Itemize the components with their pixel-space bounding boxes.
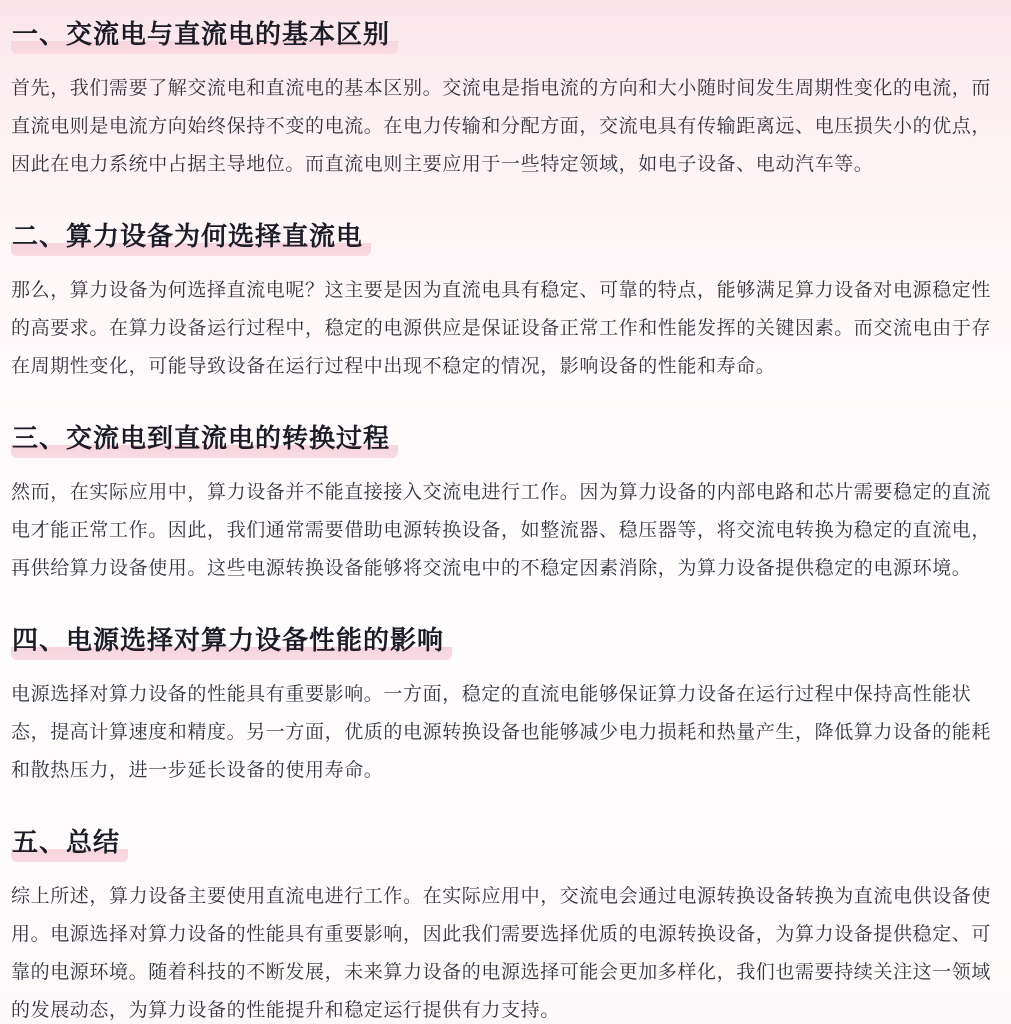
section-1-heading bbox=[11, 16, 1000, 54]
section-4-heading-text: 四、电源选择对算力设备性能的影响 bbox=[11, 622, 452, 660]
section-2 bbox=[11, 218, 1000, 386]
section-5-heading-text: 五、总结 bbox=[11, 824, 128, 862]
section-2-heading-text: 二、算力设备为何选择直流电 bbox=[11, 218, 371, 256]
section-3-heading-text: 三、交流电到直流电的转换过程 bbox=[11, 420, 398, 458]
section-5-heading bbox=[11, 824, 1000, 862]
section-4 bbox=[11, 622, 1000, 790]
section-5 bbox=[11, 824, 1000, 1024]
section-3-paragraph: 然而，在实际应用中，算力设备并不能直接接入交流电进行工作。因为算力设备的内部电路和芯片需要稳定的直流电才能正常工作。因此，我们通常需要借助电源转换设备，如整流器、稳压器等，将交流电转换为稳定的直流电，再供给算力设备使用。这些电源转换设备能够将交流电中的不稳定因素消除，为算力设备提供稳定的电源环境。 bbox=[11, 482, 992, 579]
section-3 bbox=[11, 420, 1000, 588]
section-4-paragraph: 电源选择对算力设备的性能具有重要影响。一方面，稳定的直流电能够保证算力设备在运行过程中保持高性能状态，提高计算速度和精度。另一方面，优质的电源转换设备也能够减少电力损耗和热量产生，降低算力设备的能耗和散热压力，进一步延长设备的使用寿命。 bbox=[11, 684, 992, 781]
section-2-heading bbox=[11, 218, 1000, 256]
section-5-paragraph: 综上所述，算力设备主要使用直流电进行工作。在实际应用中，交流电会通过电源转换设备转换为直流电供设备使用。电源选择对算力设备的性能具有重要影响，因此我们需要选择优质的电源转换设备，为算力设备提供稳定、可靠的电源环境。随着科技的不断发展，未来算力设备的电源选择可能会更加多样化，我们也需要持续关注这一领域的发展动态，为算力设备的性能提升和稳定运行提供有力支持。 bbox=[11, 886, 992, 1021]
section-2-paragraph: 那么，算力设备为何选择直流电呢？这主要是因为直流电具有稳定、可靠的特点，能够满足算力设备对电源稳定性的高要求。在算力设备运行过程中，稳定的电源供应是保证设备正常工作和性能发挥的关键因素。而交流电由于存在周期性变化，可能导致设备在运行过程中出现不稳定的情况，影响设备的性能和寿命。 bbox=[11, 280, 992, 377]
section-3-heading bbox=[11, 420, 1000, 458]
section-1 bbox=[11, 16, 1000, 184]
section-1-heading-text: 一、交流电与直流电的基本区别 bbox=[11, 16, 398, 54]
section-4-heading bbox=[11, 622, 1000, 660]
section-1-paragraph: 首先，我们需要了解交流电和直流电的基本区别。交流电是指电流的方向和大小随时间发生周期性变化的电流，而直流电则是电流方向始终保持不变的电流。在电力传输和分配方面，交流电具有传输距离远、电压损失小的优点，因此在电力系统中占据主导地位。而直流电则主要应用于一些特定领域，如电子设备、电动汽车等。 bbox=[11, 78, 992, 175]
